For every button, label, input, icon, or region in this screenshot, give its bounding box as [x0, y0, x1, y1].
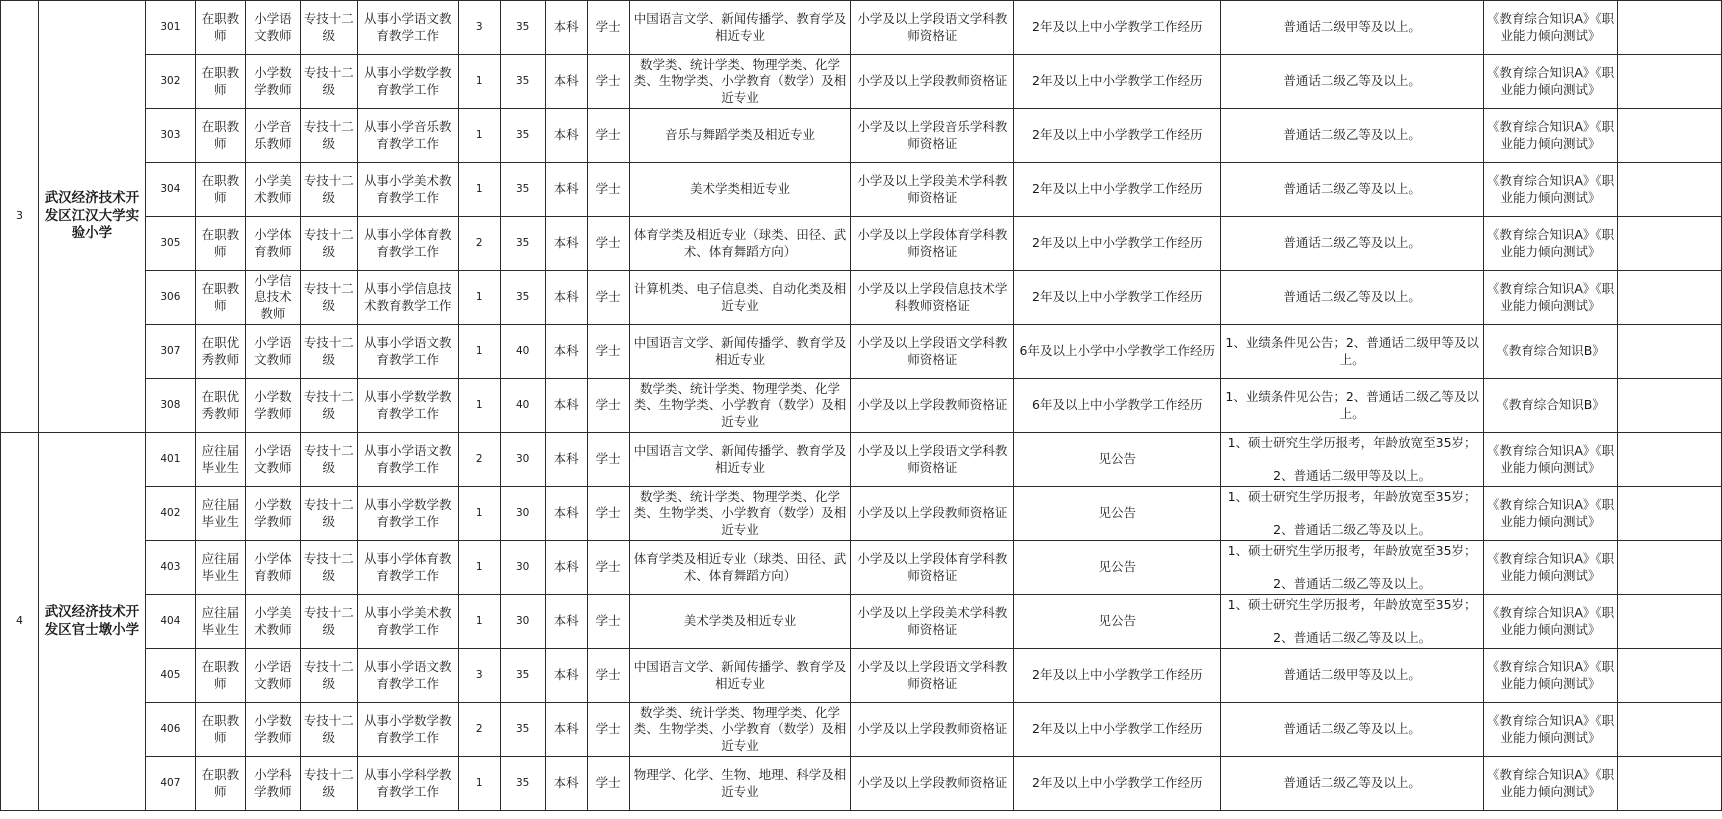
degree-cell: 学士 [587, 703, 629, 757]
table-row [1, 487, 1722, 541]
other-requirements-cell: 普通话二级乙等及以上。 [1221, 703, 1484, 757]
remarks-cell [1617, 109, 1721, 163]
candidate-type-cell: 在职教师 [195, 1, 245, 55]
post-name-cell: 小学语文教师 [245, 649, 300, 703]
position-code-cell: 308 [145, 379, 195, 433]
candidate-type-cell: 在职教师 [195, 55, 245, 109]
exam-subject-cell: 《教育综合知识A》《职业能力倾向测试》 [1484, 595, 1618, 649]
remarks-cell [1617, 325, 1721, 379]
headcount-cell: 1 [458, 325, 500, 379]
post-name-cell: 小学美术教师 [245, 163, 300, 217]
school-name-cell: 武汉经济技术开发区江汉大学实验小学 [38, 1, 145, 433]
experience-cell: 2年及以上中小学教学工作经历 [1014, 1, 1221, 55]
experience-cell: 见公告 [1014, 433, 1221, 487]
major-cell: 数学类、统计学类、物理学类、化学类、生物学类、小学教育（数学）及相近专业 [629, 703, 851, 757]
table-row [1, 757, 1722, 811]
candidate-type-cell: 应往届毕业生 [195, 487, 245, 541]
age-limit-cell: 35 [500, 217, 545, 271]
group-index-cell: 3 [1, 1, 39, 433]
degree-cell: 学士 [587, 595, 629, 649]
headcount-cell: 1 [458, 55, 500, 109]
experience-cell: 2年及以上中小学教学工作经历 [1014, 271, 1221, 325]
exam-subject-cell: 《教育综合知识A》《职业能力倾向测试》 [1484, 163, 1618, 217]
exam-subject-cell: 《教育综合知识A》《职业能力倾向测试》 [1484, 109, 1618, 163]
experience-cell: 2年及以上中小学教学工作经历 [1014, 217, 1221, 271]
post-level-cell: 专技十二级 [300, 595, 357, 649]
post-name-cell: 小学语文教师 [245, 325, 300, 379]
other-requirements-cell: 普通话二级甲等及以上。 [1221, 1, 1484, 55]
table-row [1, 433, 1722, 487]
remarks-cell [1617, 703, 1721, 757]
education-cell: 本科 [545, 109, 587, 163]
major-cell: 数学类、统计学类、物理学类、化学类、生物学类、小学教育（数学）及相近专业 [629, 487, 851, 541]
table-row [1, 325, 1722, 379]
position-code-cell: 305 [145, 217, 195, 271]
major-cell: 中国语言文学、新闻传播学、教育学及相近专业 [629, 433, 851, 487]
post-name-cell: 小学数学教师 [245, 487, 300, 541]
experience-cell: 2年及以上中小学教学工作经历 [1014, 163, 1221, 217]
position-code-cell: 301 [145, 1, 195, 55]
position-code-cell: 403 [145, 541, 195, 595]
table-body [1, 1, 1722, 811]
degree-cell: 学士 [587, 163, 629, 217]
other-requirements-cell: 1、硕士研究生学历报考，年龄放宽至35岁； 2、普通话二级乙等及以上。 [1221, 541, 1484, 595]
age-limit-cell: 35 [500, 163, 545, 217]
exam-subject-cell: 《教育综合知识A》《职业能力倾向测试》 [1484, 541, 1618, 595]
post-name-cell: 小学体育教师 [245, 217, 300, 271]
post-level-cell: 专技十二级 [300, 217, 357, 271]
certificate-cell: 小学及以上学段教师资格证 [851, 55, 1014, 109]
experience-cell: 6年及以上中小学教学工作经历 [1014, 379, 1221, 433]
position-code-cell: 304 [145, 163, 195, 217]
table-row [1, 379, 1722, 433]
post-level-cell: 专技十二级 [300, 487, 357, 541]
post-level-cell: 专技十二级 [300, 271, 357, 325]
certificate-cell: 小学及以上学段教师资格证 [851, 703, 1014, 757]
candidate-type-cell: 在职教师 [195, 109, 245, 163]
education-cell: 本科 [545, 595, 587, 649]
position-code-cell: 303 [145, 109, 195, 163]
education-cell: 本科 [545, 703, 587, 757]
remarks-cell [1617, 541, 1721, 595]
position-code-cell: 401 [145, 433, 195, 487]
certificate-cell: 小学及以上学段语文学科教师资格证 [851, 325, 1014, 379]
education-cell: 本科 [545, 541, 587, 595]
age-limit-cell: 30 [500, 433, 545, 487]
post-level-cell: 专技十二级 [300, 703, 357, 757]
certificate-cell: 小学及以上学段美术学科教师资格证 [851, 163, 1014, 217]
age-limit-cell: 35 [500, 703, 545, 757]
exam-subject-cell: 《教育综合知识A》《职业能力倾向测试》 [1484, 1, 1618, 55]
remarks-cell [1617, 271, 1721, 325]
age-limit-cell: 30 [500, 487, 545, 541]
table-row [1, 595, 1722, 649]
age-limit-cell: 35 [500, 1, 545, 55]
headcount-cell: 3 [458, 649, 500, 703]
exam-subject-cell: 《教育综合知识A》《职业能力倾向测试》 [1484, 649, 1618, 703]
post-name-cell: 小学体育教师 [245, 541, 300, 595]
table-row [1, 217, 1722, 271]
duty-cell: 从事小学语文教育教学工作 [357, 325, 458, 379]
other-requirements-cell: 1、业绩条件见公告；2、普通话二级甲等及以上。 [1221, 325, 1484, 379]
candidate-type-cell: 在职教师 [195, 163, 245, 217]
exam-subject-cell: 《教育综合知识A》《职业能力倾向测试》 [1484, 433, 1618, 487]
certificate-cell: 小学及以上学段教师资格证 [851, 379, 1014, 433]
post-level-cell: 专技十二级 [300, 541, 357, 595]
duty-cell: 从事小学数学教育教学工作 [357, 487, 458, 541]
headcount-cell: 3 [458, 1, 500, 55]
other-requirements-cell: 1、硕士研究生学历报考，年龄放宽至35岁； 2、普通话二级乙等及以上。 [1221, 487, 1484, 541]
table-row [1, 55, 1722, 109]
group-index-cell: 4 [1, 433, 39, 811]
post-level-cell: 专技十二级 [300, 163, 357, 217]
table-row [1, 703, 1722, 757]
headcount-cell: 1 [458, 379, 500, 433]
candidate-type-cell: 应往届毕业生 [195, 595, 245, 649]
exam-subject-cell: 《教育综合知识B》 [1484, 325, 1618, 379]
major-cell: 音乐与舞蹈学类及相近专业 [629, 109, 851, 163]
post-level-cell: 专技十二级 [300, 109, 357, 163]
age-limit-cell: 35 [500, 649, 545, 703]
duty-cell: 从事小学美术教育教学工作 [357, 163, 458, 217]
post-name-cell: 小学数学教师 [245, 703, 300, 757]
post-level-cell: 专技十二级 [300, 55, 357, 109]
headcount-cell: 1 [458, 595, 500, 649]
major-cell: 体育学类及相近专业（球类、田径、武术、体育舞蹈方向） [629, 541, 851, 595]
candidate-type-cell: 应往届毕业生 [195, 541, 245, 595]
position-code-cell: 307 [145, 325, 195, 379]
post-name-cell: 小学美术教师 [245, 595, 300, 649]
education-cell: 本科 [545, 55, 587, 109]
degree-cell: 学士 [587, 271, 629, 325]
remarks-cell [1617, 379, 1721, 433]
duty-cell: 从事小学科学教育教学工作 [357, 757, 458, 811]
position-code-cell: 406 [145, 703, 195, 757]
table-row [1, 1, 1722, 55]
candidate-type-cell: 应往届毕业生 [195, 433, 245, 487]
other-requirements-cell: 普通话二级乙等及以上。 [1221, 271, 1484, 325]
experience-cell: 6年及以上小学中小学教学工作经历 [1014, 325, 1221, 379]
duty-cell: 从事小学数学教育教学工作 [357, 703, 458, 757]
certificate-cell: 小学及以上学段教师资格证 [851, 757, 1014, 811]
education-cell: 本科 [545, 325, 587, 379]
headcount-cell: 1 [458, 541, 500, 595]
age-limit-cell: 35 [500, 55, 545, 109]
candidate-type-cell: 在职优秀教师 [195, 325, 245, 379]
post-name-cell: 小学语文教师 [245, 433, 300, 487]
post-level-cell: 专技十二级 [300, 649, 357, 703]
certificate-cell: 小学及以上学段体育学科教师资格证 [851, 217, 1014, 271]
remarks-cell [1617, 55, 1721, 109]
table-row [1, 163, 1722, 217]
remarks-cell [1617, 649, 1721, 703]
remarks-cell [1617, 217, 1721, 271]
headcount-cell: 1 [458, 271, 500, 325]
remarks-cell [1617, 757, 1721, 811]
duty-cell: 从事小学数学教育教学工作 [357, 379, 458, 433]
age-limit-cell: 35 [500, 109, 545, 163]
education-cell: 本科 [545, 757, 587, 811]
certificate-cell: 小学及以上学段音乐学科教师资格证 [851, 109, 1014, 163]
duty-cell: 从事小学语文教育教学工作 [357, 1, 458, 55]
education-cell: 本科 [545, 271, 587, 325]
certificate-cell: 小学及以上学段体育学科教师资格证 [851, 541, 1014, 595]
other-requirements-cell: 1、硕士研究生学历报考，年龄放宽至35岁； 2、普通话二级甲等及以上。 [1221, 433, 1484, 487]
position-code-cell: 306 [145, 271, 195, 325]
other-requirements-cell: 1、业绩条件见公告；2、普通话二级乙等及以上。 [1221, 379, 1484, 433]
headcount-cell: 1 [458, 109, 500, 163]
position-code-cell: 302 [145, 55, 195, 109]
duty-cell: 从事小学音乐教育教学工作 [357, 109, 458, 163]
post-level-cell: 专技十二级 [300, 757, 357, 811]
other-requirements-cell: 普通话二级乙等及以上。 [1221, 163, 1484, 217]
headcount-cell: 1 [458, 163, 500, 217]
degree-cell: 学士 [587, 217, 629, 271]
major-cell: 数学类、统计学类、物理学类、化学类、生物学类、小学教育（数学）及相近专业 [629, 55, 851, 109]
degree-cell: 学士 [587, 757, 629, 811]
certificate-cell: 小学及以上学段美术学科教师资格证 [851, 595, 1014, 649]
post-name-cell: 小学数学教师 [245, 379, 300, 433]
major-cell: 中国语言文学、新闻传播学、教育学及相近专业 [629, 649, 851, 703]
education-cell: 本科 [545, 379, 587, 433]
post-level-cell: 专技十二级 [300, 433, 357, 487]
experience-cell: 2年及以上中小学教学工作经历 [1014, 703, 1221, 757]
certificate-cell: 小学及以上学段语文学科教师资格证 [851, 433, 1014, 487]
experience-cell: 见公告 [1014, 595, 1221, 649]
degree-cell: 学士 [587, 433, 629, 487]
age-limit-cell: 30 [500, 541, 545, 595]
duty-cell: 从事小学美术教育教学工作 [357, 595, 458, 649]
experience-cell: 2年及以上中小学教学工作经历 [1014, 55, 1221, 109]
other-requirements-cell: 1、硕士研究生学历报考，年龄放宽至35岁； 2、普通话二级乙等及以上。 [1221, 595, 1484, 649]
table-row [1, 271, 1722, 325]
headcount-cell: 2 [458, 703, 500, 757]
position-code-cell: 404 [145, 595, 195, 649]
degree-cell: 学士 [587, 649, 629, 703]
education-cell: 本科 [545, 649, 587, 703]
headcount-cell: 2 [458, 433, 500, 487]
major-cell: 中国语言文学、新闻传播学、教育学及相近专业 [629, 325, 851, 379]
position-code-cell: 402 [145, 487, 195, 541]
other-requirements-cell: 普通话二级甲等及以上。 [1221, 649, 1484, 703]
duty-cell: 从事小学语文教育教学工作 [357, 433, 458, 487]
age-limit-cell: 30 [500, 595, 545, 649]
age-limit-cell: 40 [500, 379, 545, 433]
certificate-cell: 小学及以上学段语文学科教师资格证 [851, 649, 1014, 703]
table-row [1, 109, 1722, 163]
exam-subject-cell: 《教育综合知识A》《职业能力倾向测试》 [1484, 703, 1618, 757]
major-cell: 美术学类及相近专业 [629, 595, 851, 649]
certificate-cell: 小学及以上学段语文学科教师资格证 [851, 1, 1014, 55]
remarks-cell [1617, 595, 1721, 649]
school-name-cell: 武汉经济技术开发区官士墩小学 [38, 433, 145, 811]
degree-cell: 学士 [587, 1, 629, 55]
other-requirements-cell: 普通话二级乙等及以上。 [1221, 109, 1484, 163]
duty-cell: 从事小学信息技术教育教学工作 [357, 271, 458, 325]
degree-cell: 学士 [587, 487, 629, 541]
major-cell: 数学类、统计学类、物理学类、化学类、生物学类、小学教育（数学）及相近专业 [629, 379, 851, 433]
post-name-cell: 小学语文教师 [245, 1, 300, 55]
remarks-cell [1617, 1, 1721, 55]
experience-cell: 见公告 [1014, 541, 1221, 595]
position-code-cell: 407 [145, 757, 195, 811]
experience-cell: 2年及以上中小学教学工作经历 [1014, 757, 1221, 811]
age-limit-cell: 35 [500, 757, 545, 811]
candidate-type-cell: 在职优秀教师 [195, 379, 245, 433]
exam-subject-cell: 《教育综合知识A》《职业能力倾向测试》 [1484, 217, 1618, 271]
candidate-type-cell: 在职教师 [195, 217, 245, 271]
remarks-cell [1617, 433, 1721, 487]
table-row [1, 541, 1722, 595]
education-cell: 本科 [545, 1, 587, 55]
post-level-cell: 专技十二级 [300, 1, 357, 55]
position-code-cell: 405 [145, 649, 195, 703]
other-requirements-cell: 普通话二级乙等及以上。 [1221, 55, 1484, 109]
experience-cell: 2年及以上中小学教学工作经历 [1014, 109, 1221, 163]
candidate-type-cell: 在职教师 [195, 649, 245, 703]
education-cell: 本科 [545, 217, 587, 271]
candidate-type-cell: 在职教师 [195, 703, 245, 757]
remarks-cell [1617, 163, 1721, 217]
table-row [1, 649, 1722, 703]
major-cell: 物理学、化学、生物、地理、科学及相近专业 [629, 757, 851, 811]
headcount-cell: 1 [458, 757, 500, 811]
candidate-type-cell: 在职教师 [195, 271, 245, 325]
duty-cell: 从事小学数学教育教学工作 [357, 55, 458, 109]
exam-subject-cell: 《教育综合知识A》《职业能力倾向测试》 [1484, 757, 1618, 811]
education-cell: 本科 [545, 163, 587, 217]
degree-cell: 学士 [587, 109, 629, 163]
post-name-cell: 小学数学教师 [245, 55, 300, 109]
major-cell: 计算机类、电子信息类、自动化类及相近专业 [629, 271, 851, 325]
duty-cell: 从事小学体育教育教学工作 [357, 541, 458, 595]
headcount-cell: 2 [458, 217, 500, 271]
certificate-cell: 小学及以上学段教师资格证 [851, 487, 1014, 541]
degree-cell: 学士 [587, 541, 629, 595]
post-name-cell: 小学科学教师 [245, 757, 300, 811]
duty-cell: 从事小学体育教育教学工作 [357, 217, 458, 271]
degree-cell: 学士 [587, 325, 629, 379]
other-requirements-cell: 普通话二级乙等及以上。 [1221, 757, 1484, 811]
headcount-cell: 1 [458, 487, 500, 541]
certificate-cell: 小学及以上学段信息技术学科教师资格证 [851, 271, 1014, 325]
major-cell: 中国语言文学、新闻传播学、教育学及相近专业 [629, 1, 851, 55]
duty-cell: 从事小学语文教育教学工作 [357, 649, 458, 703]
post-name-cell: 小学音乐教师 [245, 109, 300, 163]
experience-cell: 见公告 [1014, 487, 1221, 541]
exam-subject-cell: 《教育综合知识B》 [1484, 379, 1618, 433]
post-level-cell: 专技十二级 [300, 379, 357, 433]
candidate-type-cell: 在职教师 [195, 757, 245, 811]
education-cell: 本科 [545, 433, 587, 487]
major-cell: 美术学类相近专业 [629, 163, 851, 217]
education-cell: 本科 [545, 487, 587, 541]
exam-subject-cell: 《教育综合知识A》《职业能力倾向测试》 [1484, 271, 1618, 325]
age-limit-cell: 40 [500, 325, 545, 379]
major-cell: 体育学类及相近专业（球类、田径、武术、体育舞蹈方向） [629, 217, 851, 271]
degree-cell: 学士 [587, 55, 629, 109]
experience-cell: 2年及以上中小学教学工作经历 [1014, 649, 1221, 703]
exam-subject-cell: 《教育综合知识A》《职业能力倾向测试》 [1484, 55, 1618, 109]
post-name-cell: 小学信息技术教师 [245, 271, 300, 325]
post-level-cell: 专技十二级 [300, 325, 357, 379]
exam-subject-cell: 《教育综合知识A》《职业能力倾向测试》 [1484, 487, 1618, 541]
other-requirements-cell: 普通话二级乙等及以上。 [1221, 217, 1484, 271]
age-limit-cell: 35 [500, 271, 545, 325]
remarks-cell [1617, 487, 1721, 541]
degree-cell: 学士 [587, 379, 629, 433]
